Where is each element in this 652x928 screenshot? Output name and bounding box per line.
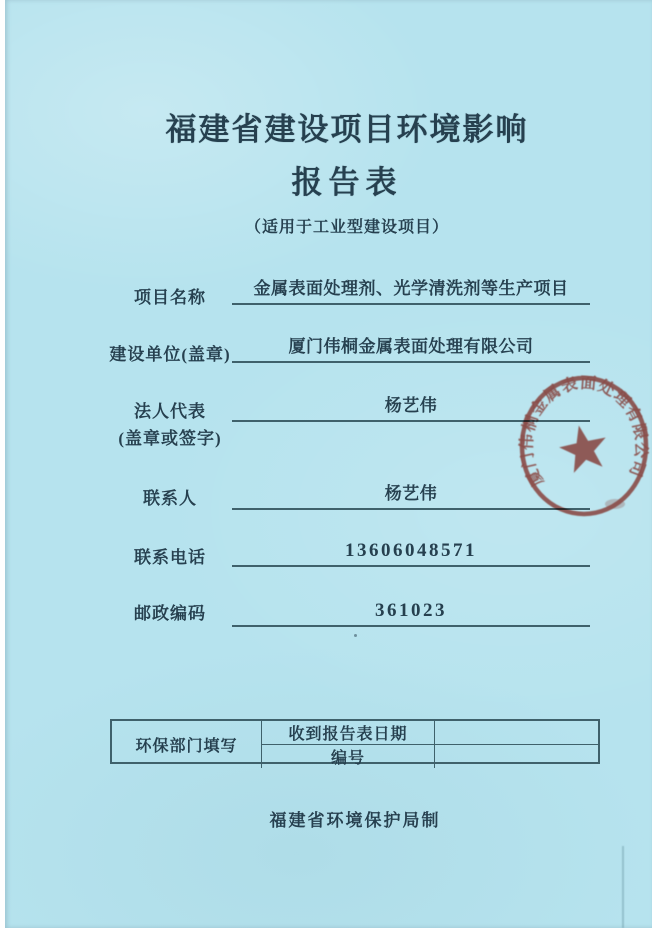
seal-star-icon <box>556 421 612 475</box>
issuer-footer: 福建省环境保护局制 <box>269 811 441 830</box>
page-subtitle: （适用于工业型建设项目） <box>244 219 449 236</box>
table-cell-dept-label: 环保部门填写 <box>112 721 262 768</box>
field-label-contact-person: 联系人 <box>143 489 197 508</box>
field-value-phone: 13606048571 <box>232 539 590 567</box>
table-cell-number-value <box>435 745 598 768</box>
field-value-construction-unit: 厦门伟桐金属表面处理有限公司 <box>232 335 590 363</box>
seal-ink-smudge <box>605 499 625 509</box>
scan-artifact-speck <box>354 634 357 637</box>
field-label-legal-representative-note: (盖章或签字) <box>118 429 222 448</box>
field-label-legal-representative: 法人代表 <box>134 402 206 421</box>
field-value-contact-person: 杨艺伟 <box>232 482 590 510</box>
svg-text:厦门伟桐金属表面处理有限公司 <box>517 374 651 490</box>
table-cell-number-label: 编号 <box>262 745 435 768</box>
seal-company-text: 厦门伟桐金属表面处理有限公司 <box>518 374 650 489</box>
field-label-project-name: 项目名称 <box>134 288 206 307</box>
epa-department-table <box>110 719 600 767</box>
field-value-project-name: 金属表面处理剂、光学清洗剂等生产项目 <box>232 277 590 305</box>
scan-artifact-line <box>622 846 624 928</box>
scanned-report-cover-page <box>5 0 652 928</box>
field-label-postal-code: 邮政编码 <box>134 604 206 623</box>
table-cell-date-label: 收到报告表日期 <box>262 721 435 745</box>
field-value-legal-representative: 杨艺伟 <box>232 394 590 422</box>
field-label-construction-unit: 建设单位(盖章) <box>109 345 231 364</box>
field-value-postal-code: 361023 <box>232 599 590 627</box>
page-title: 福建省建设项目环境影响 <box>165 112 529 147</box>
table-cell-date-value <box>435 721 598 745</box>
page-title-line2: 报告表 <box>291 165 403 200</box>
company-seal-stamp <box>514 374 652 520</box>
field-label-phone: 联系电话 <box>134 548 206 567</box>
